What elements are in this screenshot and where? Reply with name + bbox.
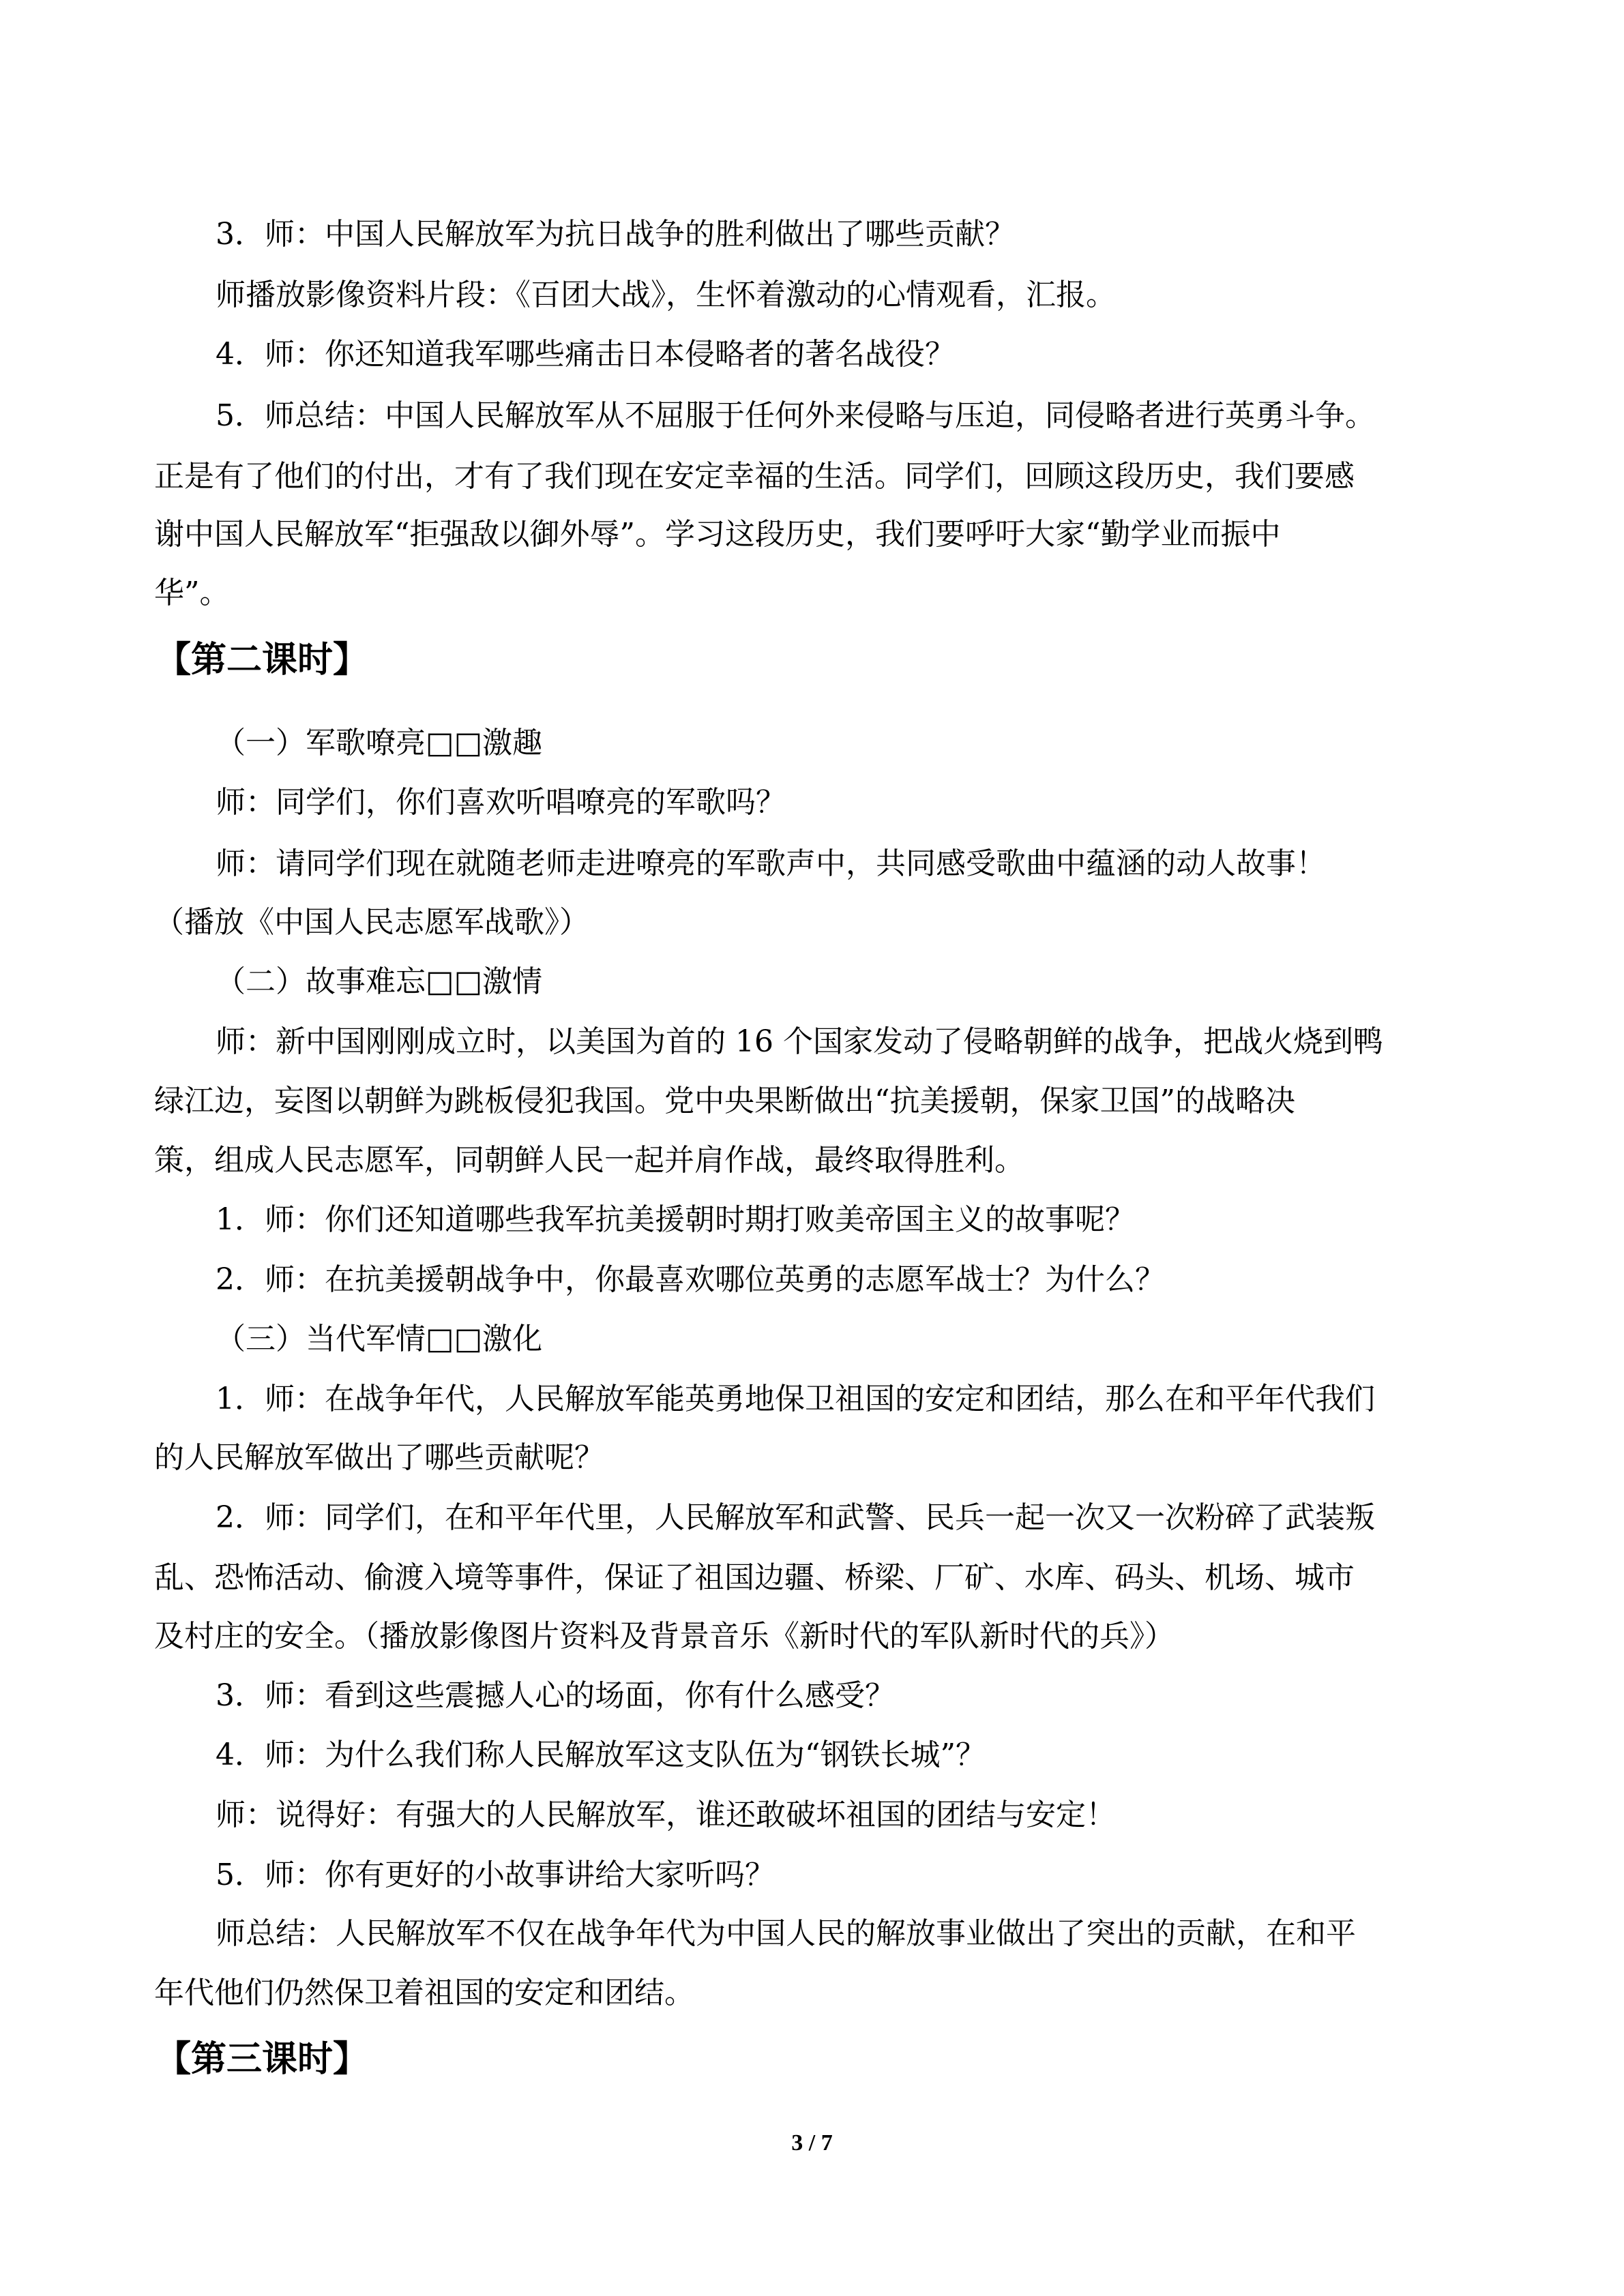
paragraph-line: 5．师总结：中国人民解放军从不屈服于任何外来侵略与压迫，同侵略者进行英勇斗争。 [216,398,1375,433]
paragraph-line: 绿江边，妄图以朝鲜为跳板侵犯我国。党中央果断做出“抗美援朝，保家卫国”的战略决 [154,1084,1295,1118]
paragraph-line: 师：同学们，你们喜欢听唱嘹亮的军歌吗？ [216,785,786,820]
subheading-line: （三）当代军情□□激化 [216,1322,543,1356]
paragraph-line: 1．师：你们还知道哪些我军抗美援朝时期打败美帝国主义的故事呢？ [216,1202,1135,1237]
paragraph-line: 华”。 [154,576,230,610]
paragraph-line: 谢中国人民解放军“拒强敌以御外辱”。学习这段历史，我们要呼吁大家“勤学业而振中 [154,517,1281,552]
section-heading-lesson-3: 【第三课时】 [156,2039,369,2080]
subheading-line: （一）军歌嘹亮□□激趣 [216,726,543,760]
section-heading-lesson-2: 【第二课时】 [156,640,369,681]
paragraph-line: 5．师：你有更好的小故事讲给大家听吗？ [216,1858,775,1892]
paragraph-line: 师：新中国刚刚成立时，以美国为首的 16 个国家发动了侵略朝鲜的战争，把战火烧到鸭 [216,1024,1383,1059]
paragraph-line: 1．师：在战争年代，人民解放军能英勇地保卫祖国的安定和团结，那么在和平年代我们 [216,1382,1375,1416]
paragraph-line: 正是有了他们的付出，才有了我们现在安定幸福的生活。同学们，回顾这段历史，我们要感 [154,459,1355,494]
paragraph-line: 及村庄的安全。（播放影像图片资料及背景音乐《新时代的军队新时代的兵》） [154,1619,1175,1654]
paragraph-line: 4．师：为什么我们称人民解放军这支队伍为“钢铁长城”？ [216,1738,986,1772]
paragraph-line: （播放《中国人民志愿军战歌》） [154,905,589,940]
paragraph-line: 的人民解放军做出了哪些贡献呢？ [154,1440,604,1475]
paragraph-line: 3．师：看到这些震撼人心的场面，你有什么感受？ [216,1678,895,1713]
paragraph-line: 师：说得好：有强大的人民解放军，谁还敢破坏祖国的团结与安定！ [216,1798,1116,1832]
paragraph-line: 师播放影像资料片段：《百团大战》，生怀着激动的心情观看，汇报。 [216,278,1116,312]
paragraph-line: 2．师：同学们，在和平年代里，人民解放军和武警、民兵一起一次又一次粉碎了武装叛 [216,1500,1375,1535]
paragraph-line: 4．师：你还知道我军哪些痛击日本侵略者的著名战役？ [216,337,955,372]
paragraph-line: 乱、恐怖活动、偷渡入境等事件，保证了祖国边疆、桥梁、厂矿、水库、码头、机场、城市 [154,1560,1355,1595]
paragraph-line: 策，组成人民志愿军，同朝鲜人民一起并肩作战，最终取得胜利。 [154,1143,1024,1178]
paragraph-line: 2．师：在抗美援朝战争中，你最喜欢哪位英勇的志愿军战士？为什么？ [216,1262,1165,1297]
page-number: 3 / 7 [791,2130,833,2156]
paragraph-line: 师：请同学们现在就随老师走进嘹亮的军歌声中，共同感受歌曲中蕴涵的动人故事！ [216,846,1326,881]
subheading-line: （二）故事难忘□□激情 [216,964,543,999]
paragraph-line: 师总结：人民解放军不仅在战争年代为中国人民的解放事业做出了突出的贡献，在和平 [216,1916,1356,1951]
paragraph-line: 年代他们仍然保卫着祖国的安定和团结。 [154,1976,694,2010]
paragraph-line: 3．师：中国人民解放军为抗日战争的胜利做出了哪些贡献？ [216,217,1015,252]
